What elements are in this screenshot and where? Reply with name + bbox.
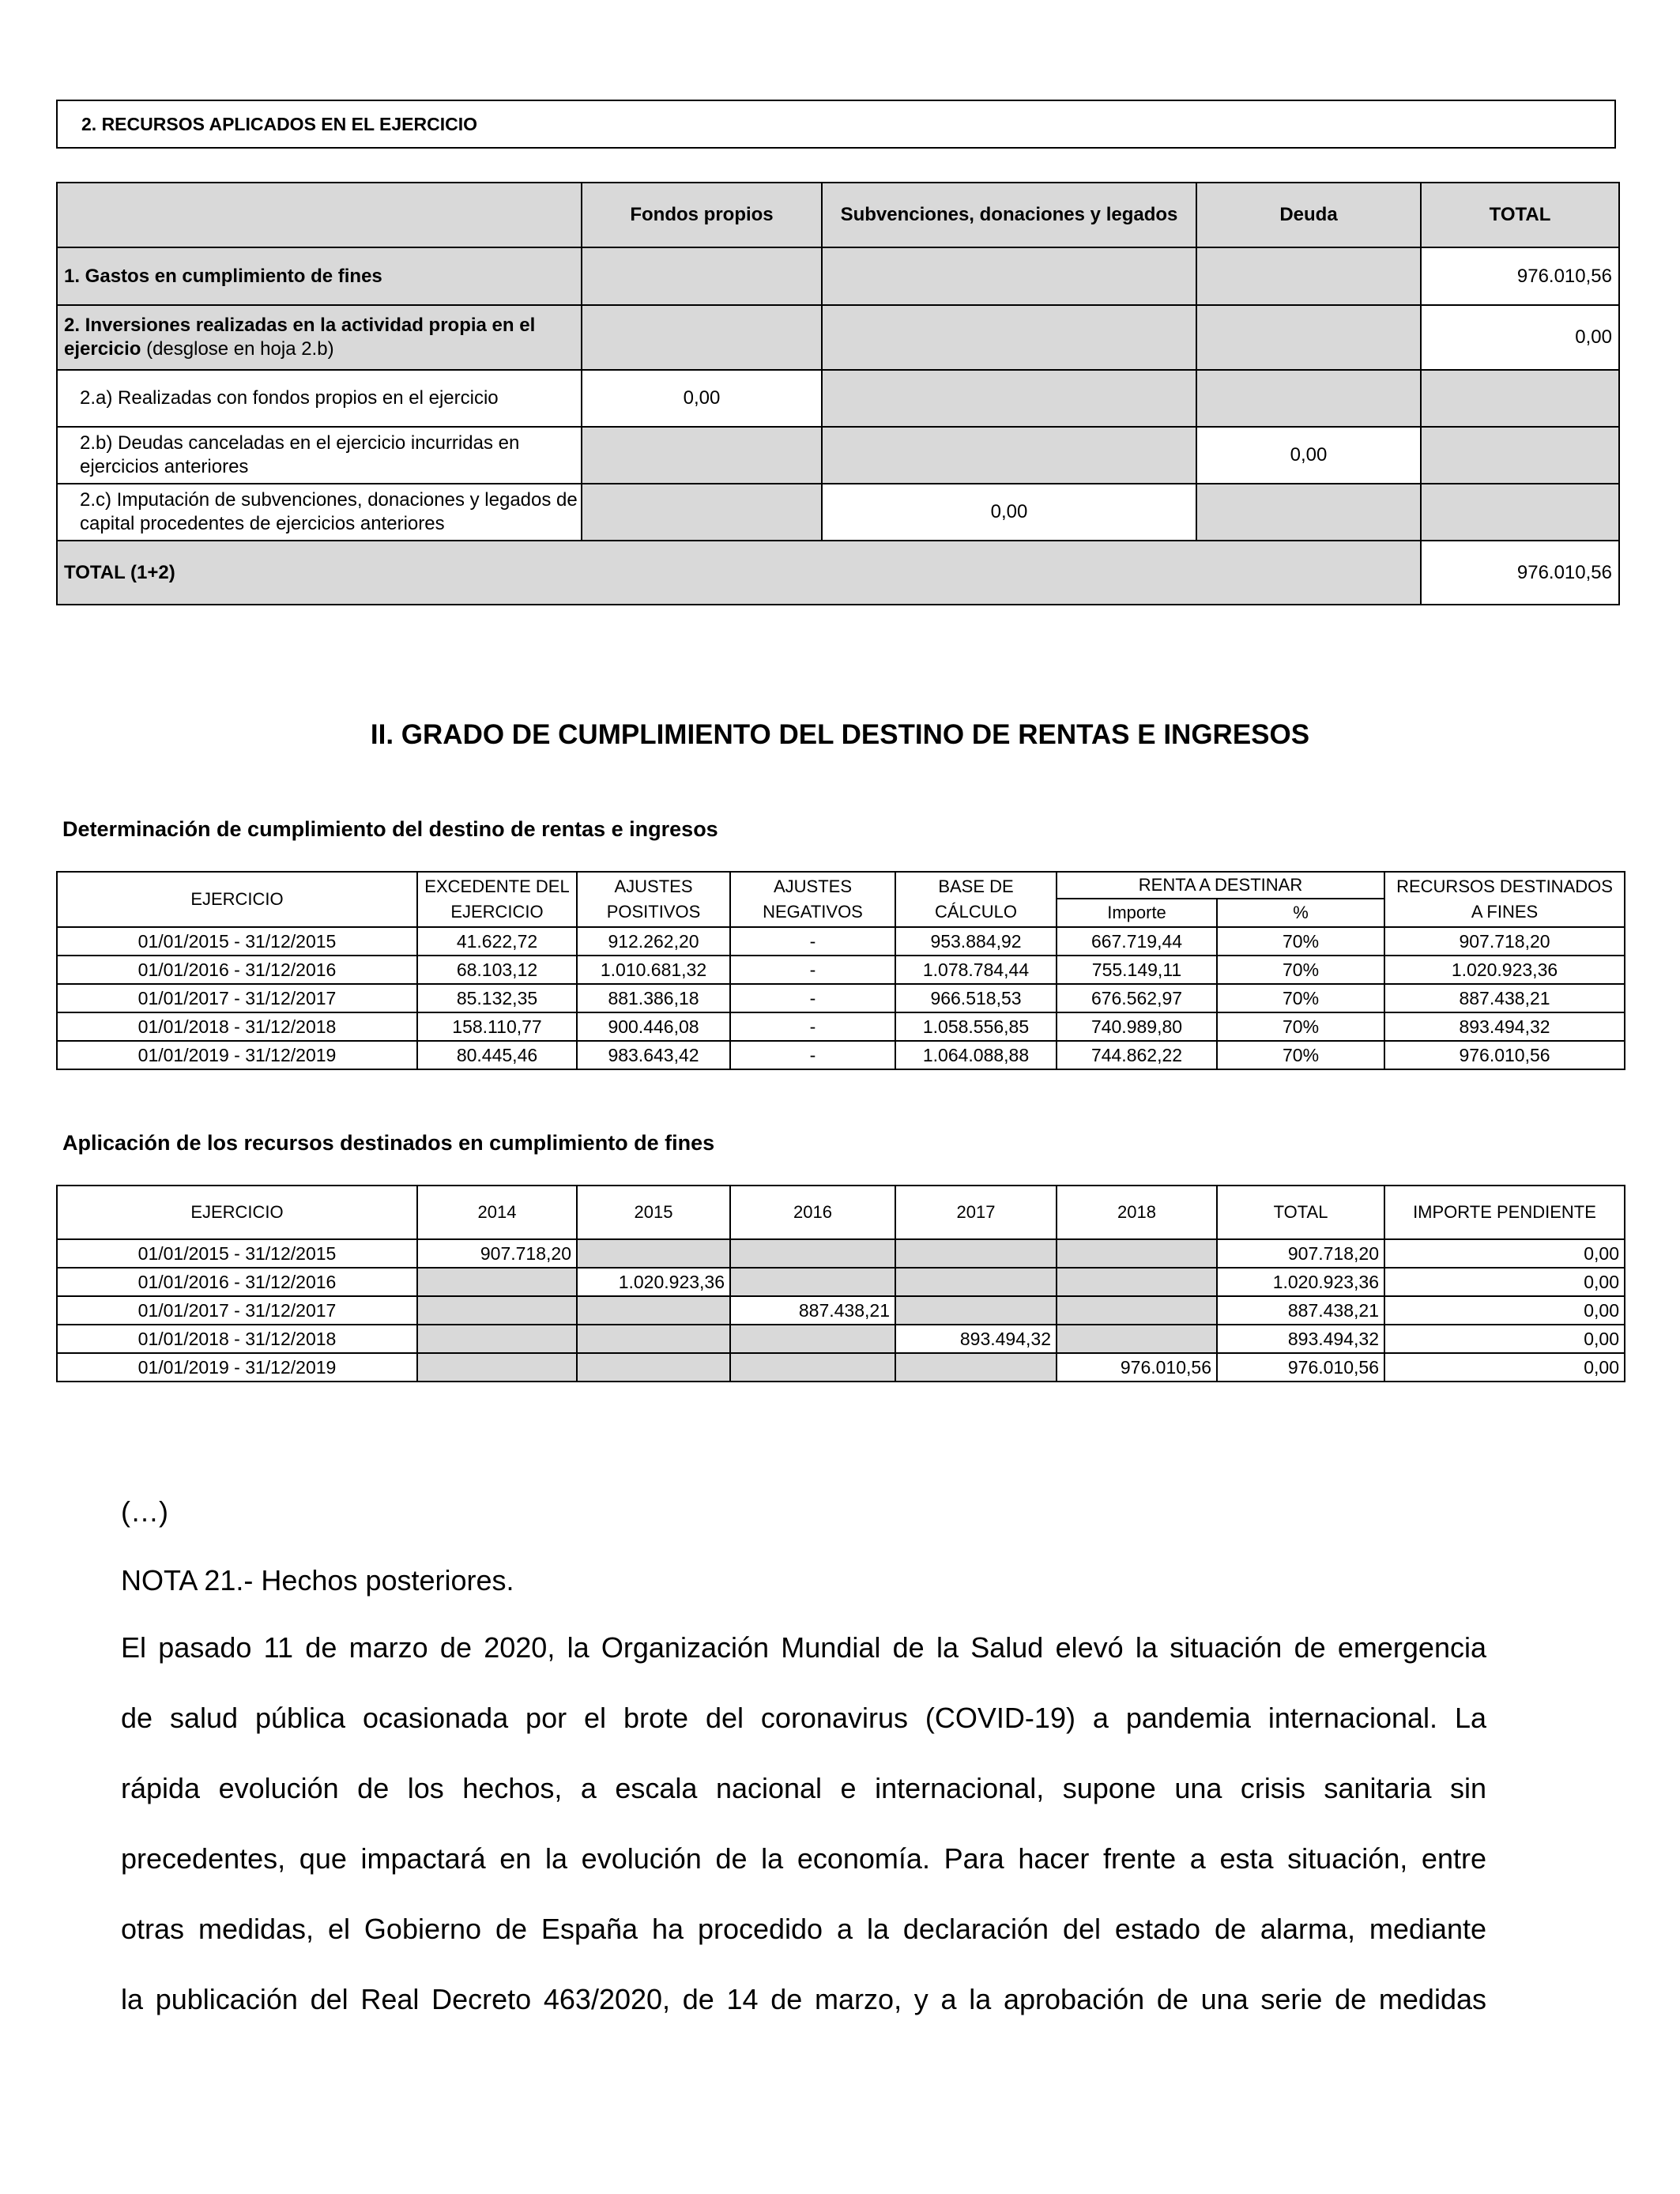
- header-cell: 2014: [417, 1186, 577, 1239]
- base-calculo-cell: 1.064.088,88: [895, 1041, 1057, 1069]
- pendiente-cell: 0,00: [1384, 1296, 1625, 1325]
- pendiente-cell: 0,00: [1384, 1239, 1625, 1268]
- header-total: TOTAL: [1421, 183, 1619, 247]
- value-2a-fondos: 0,00: [582, 370, 822, 427]
- ajustes-negativos-cell: -: [730, 1041, 895, 1069]
- aplicacion-table: [56, 1185, 1625, 1382]
- table-row: [57, 984, 1625, 1012]
- empty-cell: [1196, 484, 1421, 541]
- ejercicio-cell: 01/01/2019 - 31/12/2019: [57, 1353, 417, 1382]
- header-deuda: Deuda: [1196, 183, 1421, 247]
- empty-cell: [577, 1296, 730, 1325]
- ajustes-positivos-cell: 983.643,42: [577, 1041, 730, 1069]
- porcentaje-cell: 70%: [1217, 984, 1384, 1012]
- importe-cell: 676.562,97: [1057, 984, 1217, 1012]
- empty-cell: [895, 1268, 1057, 1296]
- aplicacion-table-body: [57, 1186, 1625, 1382]
- header-recursos-l2: A FINES: [1471, 902, 1539, 922]
- row-label-inversiones-bold: 2. Inversiones realizadas en la actividad propia en el ejercicio: [64, 315, 536, 360]
- ejercicio-cell: 01/01/2017 - 31/12/2017: [57, 984, 417, 1012]
- ajustes-positivos-cell: 900.446,08: [577, 1012, 730, 1041]
- empty-cell: [822, 427, 1196, 484]
- header-cell: TOTAL: [1217, 1186, 1384, 1239]
- header-renta-destinar: RENTA A DESTINAR: [1057, 872, 1384, 899]
- row-label-inversiones-note: (desglose en hoja 2.b): [141, 338, 334, 360]
- ejercicio-cell: 01/01/2018 - 31/12/2018: [57, 1325, 417, 1353]
- ajustes-negativos-cell: -: [730, 927, 895, 956]
- ajustes-negativos-cell: -: [730, 1012, 895, 1041]
- base-calculo-cell: 1.078.784,44: [895, 956, 1057, 984]
- empty-cell: [582, 247, 822, 305]
- excedente-cell: 68.103,12: [417, 956, 577, 984]
- importe-cell: 755.149,11: [1057, 956, 1217, 984]
- porcentaje-cell: 70%: [1217, 927, 1384, 956]
- table-row: [57, 427, 1619, 484]
- determinacion-table-body: [57, 927, 1625, 1069]
- empty-cell: [417, 1353, 577, 1382]
- table-row: [57, 1239, 1625, 1268]
- nota-heading: NOTA 21.- Hechos posteriores.: [121, 1564, 514, 1596]
- empty-cell: [895, 1239, 1057, 1268]
- empty-cell: [1196, 247, 1421, 305]
- header-excedente-l2: EJERCICIO: [450, 902, 544, 922]
- paragraph-line: El pasado 11 de marzo de 2020, la Organización Mundial de la Salud elevó la situación de emergencia: [121, 1631, 1486, 1664]
- excedente-cell: 158.110,77: [417, 1012, 577, 1041]
- row-label-2a: 2.a) Realizadas con fondos propios en el ejercicio: [57, 370, 582, 427]
- empty-cell: [1057, 1296, 1217, 1325]
- ajustes-positivos-cell: 912.262,20: [577, 927, 730, 956]
- header-ajustes-negativos: [730, 872, 895, 927]
- total-value: 976.010,56: [1421, 541, 1619, 605]
- empty-cell: [577, 1325, 730, 1353]
- table-row: [57, 305, 1619, 370]
- empty-cell: [417, 1296, 577, 1325]
- empty-cell: [730, 1268, 895, 1296]
- header-ajustes-positivos: [577, 872, 730, 927]
- table-row: [57, 1041, 1625, 1069]
- table-row: [57, 1268, 1625, 1296]
- empty-cell: [577, 1239, 730, 1268]
- recursos-cell: 1.020.923,36: [1384, 956, 1625, 984]
- ajustes-negativos-cell: -: [730, 984, 895, 1012]
- row-label-gastos: 1. Gastos en cumplimiento de fines: [57, 247, 582, 305]
- ejercicio-cell: 01/01/2015 - 31/12/2015: [57, 927, 417, 956]
- header-cell: 2016: [730, 1186, 895, 1239]
- header-cell: 2015: [577, 1186, 730, 1239]
- total-cell: 893.494,32: [1217, 1325, 1384, 1353]
- empty-cell: [895, 1296, 1057, 1325]
- header-base-l2: CÁLCULO: [935, 902, 1017, 922]
- porcentaje-cell: 70%: [1217, 956, 1384, 984]
- importe-cell: 740.989,80: [1057, 1012, 1217, 1041]
- empty-cell: [730, 1353, 895, 1382]
- row-label-inversiones: [57, 305, 582, 370]
- header-ejercicio: EJERCICIO: [57, 872, 417, 927]
- table-row: [57, 484, 1619, 541]
- row-label-2c: 2.c) Imputación de subvenciones, donaciones y legados de capital procedentes de ejercicios anteriores: [57, 484, 582, 541]
- header-blank-cell: [57, 183, 582, 247]
- subheading-determinacion: Determinación de cumplimiento del destino de rentas e ingresos: [62, 817, 718, 841]
- total-cell: 887.438,21: [1217, 1296, 1384, 1325]
- empty-cell: [822, 370, 1196, 427]
- header-positivos-l2: POSITIVOS: [606, 902, 701, 922]
- excedente-cell: 80.445,46: [417, 1041, 577, 1069]
- table-total-row: [57, 541, 1619, 605]
- empty-cell: [895, 1353, 1057, 1382]
- empty-cell: [582, 427, 822, 484]
- recursos-cell: 976.010,56: [1384, 1041, 1625, 1069]
- value-2c-subvenciones: 0,00: [822, 484, 1196, 541]
- header-subvenciones: Subvenciones, donaciones y legados: [822, 183, 1196, 247]
- empty-cell: [1421, 427, 1619, 484]
- recursos-cell: 907.718,20: [1384, 927, 1625, 956]
- ejercicio-cell: 01/01/2017 - 31/12/2017: [57, 1296, 417, 1325]
- excedente-cell: 41.622,72: [417, 927, 577, 956]
- year-value-cell: 907.718,20: [417, 1239, 577, 1268]
- table-row: [57, 1296, 1625, 1325]
- excedente-cell: 85.132,35: [417, 984, 577, 1012]
- porcentaje-cell: 70%: [1217, 1041, 1384, 1069]
- table-header-row: [57, 1186, 1625, 1239]
- value-2b-deuda: 0,00: [1196, 427, 1421, 484]
- total-label: TOTAL (1+2): [57, 541, 1421, 605]
- header-negativos-l1: AJUSTES: [773, 876, 853, 896]
- ejercicio-cell: 01/01/2015 - 31/12/2015: [57, 1239, 417, 1268]
- header-base-calculo: [895, 872, 1057, 927]
- header-cell: IMPORTE PENDIENTE: [1384, 1186, 1625, 1239]
- header-porcentaje: %: [1217, 899, 1384, 927]
- paragraph-line: la publicación del Real Decreto 463/2020, de 14 de marzo, y a la aprobación de una serie de medidas: [121, 1983, 1486, 2015]
- empty-cell: [730, 1325, 895, 1353]
- subheading-aplicacion: Aplicación de los recursos destinados en cumplimiento de fines: [62, 1131, 715, 1155]
- total-cell: 1.020.923,36: [1217, 1268, 1384, 1296]
- year-value-cell: 976.010,56: [1057, 1353, 1217, 1382]
- empty-cell: [822, 247, 1196, 305]
- header-cell: 2018: [1057, 1186, 1217, 1239]
- header-cell: 2017: [895, 1186, 1057, 1239]
- ejercicio-cell: 01/01/2018 - 31/12/2018: [57, 1012, 417, 1041]
- empty-cell: [1057, 1325, 1217, 1353]
- paragraph-line: rápida evolución de los hechos, a escala nacional e internacional, supone una crisis sanitaria sin: [121, 1772, 1486, 1804]
- base-calculo-cell: 953.884,92: [895, 927, 1057, 956]
- ajustes-positivos-cell: 1.010.681,32: [577, 956, 730, 984]
- table-row: [57, 956, 1625, 984]
- header-negativos-l2: NEGATIVOS: [763, 902, 863, 922]
- header-cell: EJERCICIO: [57, 1186, 417, 1239]
- header-importe: Importe: [1057, 899, 1217, 927]
- paragraph-line: precedentes, que impactará en la evolución de la economía. Para hacer frente a esta situación, entre: [121, 1842, 1486, 1875]
- ejercicio-cell: 01/01/2016 - 31/12/2016: [57, 1268, 417, 1296]
- paragraph-line: otras medidas, el Gobierno de España ha procedido a la declaración del estado de alarma, mediante: [121, 1913, 1486, 1945]
- year-value-cell: 887.438,21: [730, 1296, 895, 1325]
- ejercicio-cell: 01/01/2019 - 31/12/2019: [57, 1041, 417, 1069]
- importe-cell: 744.862,22: [1057, 1041, 1217, 1069]
- porcentaje-cell: 70%: [1217, 1012, 1384, 1041]
- determinacion-table: [56, 871, 1625, 1070]
- paragraph-line: de salud pública ocasionada por el brote del coronavirus (COVID-19) a pandemia internacional. La: [121, 1702, 1486, 1734]
- importe-cell: 667.719,44: [1057, 927, 1217, 956]
- table-row: [57, 927, 1625, 956]
- header-base-l1: BASE DE: [938, 876, 1014, 896]
- empty-cell: [730, 1239, 895, 1268]
- empty-cell: [1196, 370, 1421, 427]
- section-heading: II. GRADO DE CUMPLIMIENTO DEL DESTINO DE RENTAS E INGRESOS: [370, 719, 1310, 750]
- ajustes-positivos-cell: 881.386,18: [577, 984, 730, 1012]
- section-box-title: 2. RECURSOS APLICADOS EN EL EJERCICIO: [56, 100, 1616, 149]
- table-row: [57, 1325, 1625, 1353]
- ellipsis-text: (…): [121, 1495, 168, 1528]
- header-excedente-l1: EXCEDENTE DEL: [424, 876, 570, 896]
- body-paragraph: [121, 1612, 1486, 2034]
- empty-cell: [1196, 305, 1421, 370]
- empty-cell: [582, 484, 822, 541]
- empty-cell: [1421, 370, 1619, 427]
- empty-cell: [1421, 484, 1619, 541]
- total-value-gastos: 976.010,56: [1421, 247, 1619, 305]
- ejercicio-cell: 01/01/2016 - 31/12/2016: [57, 956, 417, 984]
- table-row: [57, 1353, 1625, 1382]
- ajustes-negativos-cell: -: [730, 956, 895, 984]
- empty-cell: [1057, 1239, 1217, 1268]
- table-header-row: [57, 183, 1619, 247]
- total-cell: 976.010,56: [1217, 1353, 1384, 1382]
- pendiente-cell: 0,00: [1384, 1325, 1625, 1353]
- recursos-cell: 893.494,32: [1384, 1012, 1625, 1041]
- header-recursos-destinados: [1384, 872, 1625, 927]
- pendiente-cell: 0,00: [1384, 1268, 1625, 1296]
- base-calculo-cell: 1.058.556,85: [895, 1012, 1057, 1041]
- pendiente-cell: 0,00: [1384, 1353, 1625, 1382]
- recursos-cell: 887.438,21: [1384, 984, 1625, 1012]
- table-row: [57, 1012, 1625, 1041]
- table-header-row: [57, 872, 1625, 899]
- header-excedente: [417, 872, 577, 927]
- empty-cell: [822, 305, 1196, 370]
- table-row: [57, 370, 1619, 427]
- total-value-inversiones: 0,00: [1421, 305, 1619, 370]
- empty-cell: [417, 1325, 577, 1353]
- year-value-cell: 1.020.923,36: [577, 1268, 730, 1296]
- row-label-2b: 2.b) Deudas canceladas en el ejercicio incurridas en ejercicios anteriores: [57, 427, 582, 484]
- empty-cell: [417, 1268, 577, 1296]
- year-value-cell: 893.494,32: [895, 1325, 1057, 1353]
- empty-cell: [577, 1353, 730, 1382]
- base-calculo-cell: 966.518,53: [895, 984, 1057, 1012]
- header-positivos-l1: AJUSTES: [614, 876, 693, 896]
- header-recursos-l1: RECURSOS DESTINADOS: [1396, 876, 1613, 896]
- empty-cell: [582, 305, 822, 370]
- header-fondos-propios: Fondos propios: [582, 183, 822, 247]
- recursos-aplicados-table: [56, 182, 1620, 605]
- empty-cell: [1057, 1268, 1217, 1296]
- table-row: [57, 247, 1619, 305]
- total-cell: 907.718,20: [1217, 1239, 1384, 1268]
